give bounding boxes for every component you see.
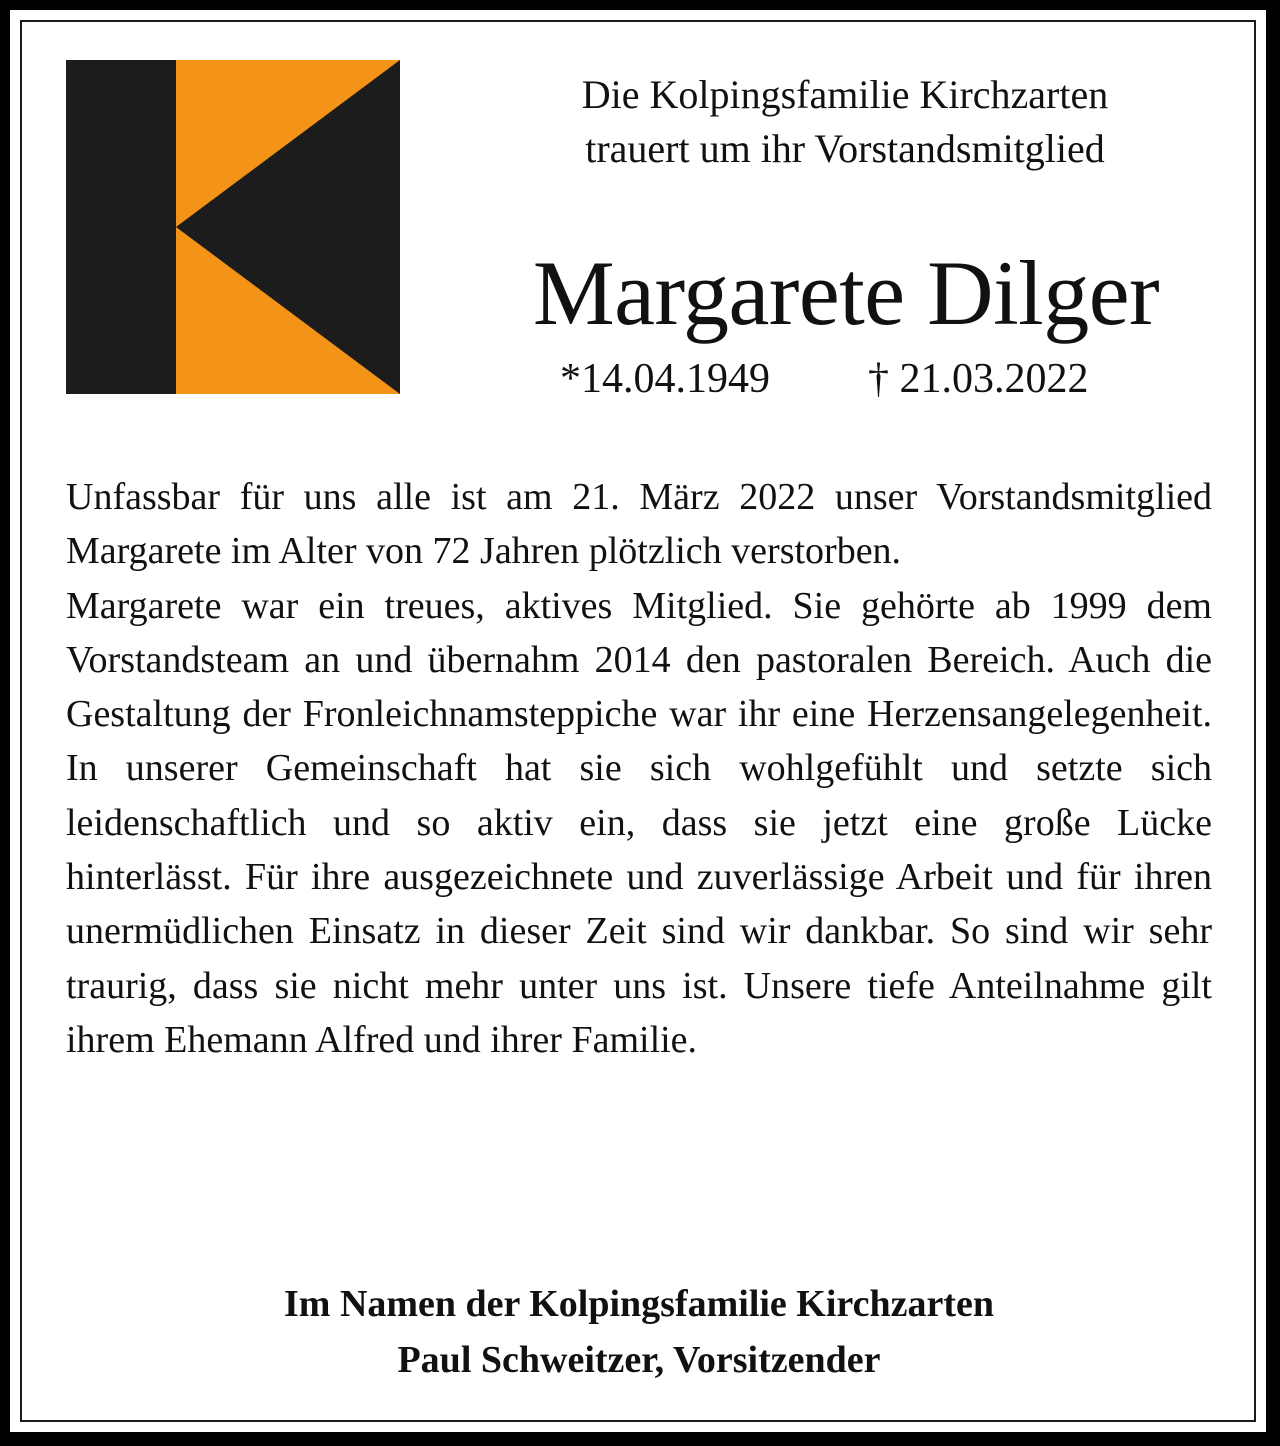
header-line-organization: Die Kolpingsfamilie Kirchzarten bbox=[581, 72, 1109, 117]
notice-body bbox=[66, 470, 1212, 1067]
logo-dark-bar bbox=[66, 60, 176, 394]
signature-person: Paul Schweitzer, Vorsitzender bbox=[397, 1339, 881, 1381]
body-paragraph-1: Unfassbar für uns alle ist am 21. März 2022 unser Vorstandsmitglied Margarete im Alter von 72 Jahren plötzlich verstorben. bbox=[66, 476, 1212, 573]
deceased-name: Margarete Dilger bbox=[532, 242, 1160, 344]
life-dates bbox=[510, 354, 1190, 404]
kolping-k-logo-icon bbox=[66, 60, 400, 394]
birth-date: *14.04.1949 bbox=[560, 356, 770, 402]
header-line-mourning: trauert um ihr Vorstandsmitglied bbox=[585, 126, 1105, 171]
death-date: † 21.03.2022 bbox=[868, 356, 1089, 402]
signature-organization: Im Namen der Kolpingsfamilie Kirchzarten bbox=[284, 1283, 994, 1325]
obituary-notice bbox=[10, 10, 1266, 1432]
signature-block bbox=[66, 1276, 1212, 1388]
body-paragraph-2: Margarete war ein treues, aktives Mitglied. Sie gehörte ab 1999 dem Vorstandsteam an und übernahm 2014 den pastoralen Bereich. Auch die Gestaltung der Fronleichnamsteppiche war ihr eine Herzensangelegenheit. In unserer Gemeinschaft hat sie sich wohlgefühlt und setzte sich leidenschaftlich und so aktiv ein, dass sie jetzt eine große Lücke hinterlässt. Für ihre ausgezeichnete und zuverlässige Arbeit und für ihren unermüdlichen Einsatz in dieser Zeit sind wir dankbar. So sind wir sehr traurig, dass sie nicht mehr unter uns ist. Unsere tiefe Anteilnahme gilt ihrem Ehemann Alfred und ihrer Familie. bbox=[66, 584, 1212, 1061]
notice-header bbox=[480, 68, 1210, 176]
